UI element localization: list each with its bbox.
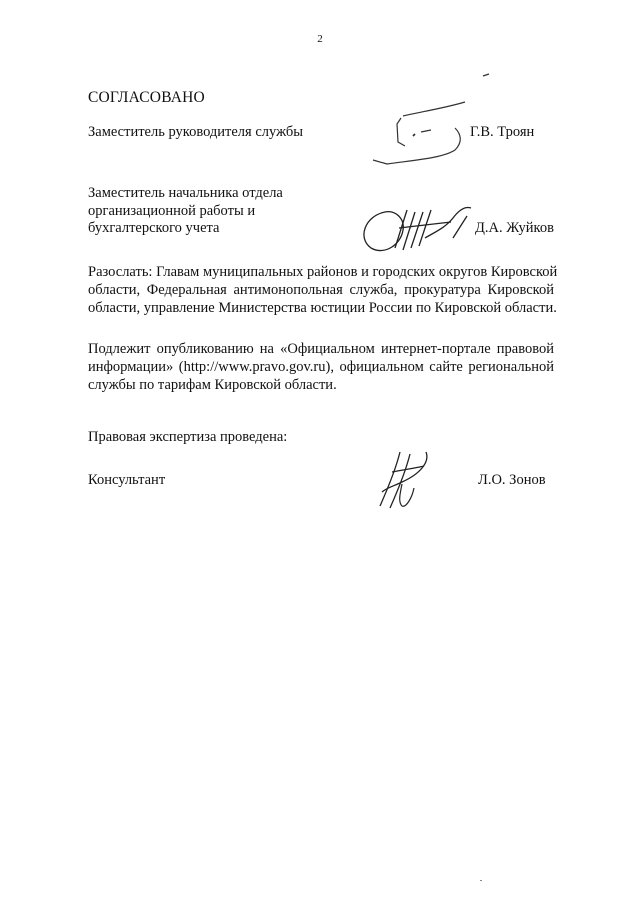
signatory-2-name: Д.А. Жуйков: [475, 220, 554, 236]
approval-heading: СОГЛАСОВАНО: [88, 89, 205, 106]
signatory-1-position: Заместитель руководителя службы: [88, 124, 304, 140]
page-number: 2: [317, 33, 323, 45]
signatory-1-name: Г.В. Троян: [470, 124, 535, 140]
scan-speck: [480, 880, 482, 881]
signature-zonov: [372, 448, 442, 510]
publication-paragraph: [88, 340, 554, 394]
signature-troyan: [365, 72, 495, 167]
distribution-line-1: Разослать: Главам муниципальных районов и городских округов Кировской: [88, 264, 558, 280]
signatory-2-position-line-3: бухгалтерского учета: [88, 220, 220, 236]
distribution-line-2: области, Федеральная антимонопольная служба, прокуратура Кировской: [88, 282, 554, 298]
legal-review-heading: Правовая экспертиза проведена:: [88, 429, 288, 445]
publication-line-2: информации» (http://www.pravo.gov.ru), официальном сайте региональной: [88, 359, 554, 375]
publication-line-1: Подлежит опубликованию на «Официальном интернет-портале правовой: [88, 341, 554, 357]
publication-line-3: службы по тарифам Кировской области.: [88, 377, 337, 393]
legal-review-position: Консультант: [88, 472, 166, 488]
signatory-2-position-line-1: Заместитель начальника отдела: [88, 185, 283, 201]
legal-review-name: Л.О. Зонов: [478, 472, 546, 488]
signature-zhuykov: [355, 198, 480, 258]
signatory-2-position-line-2: организационной работы и: [88, 203, 256, 219]
distribution-line-3: области, управление Министерства юстиции России по Кировской области.: [88, 300, 557, 316]
distribution-paragraph: [88, 263, 558, 317]
